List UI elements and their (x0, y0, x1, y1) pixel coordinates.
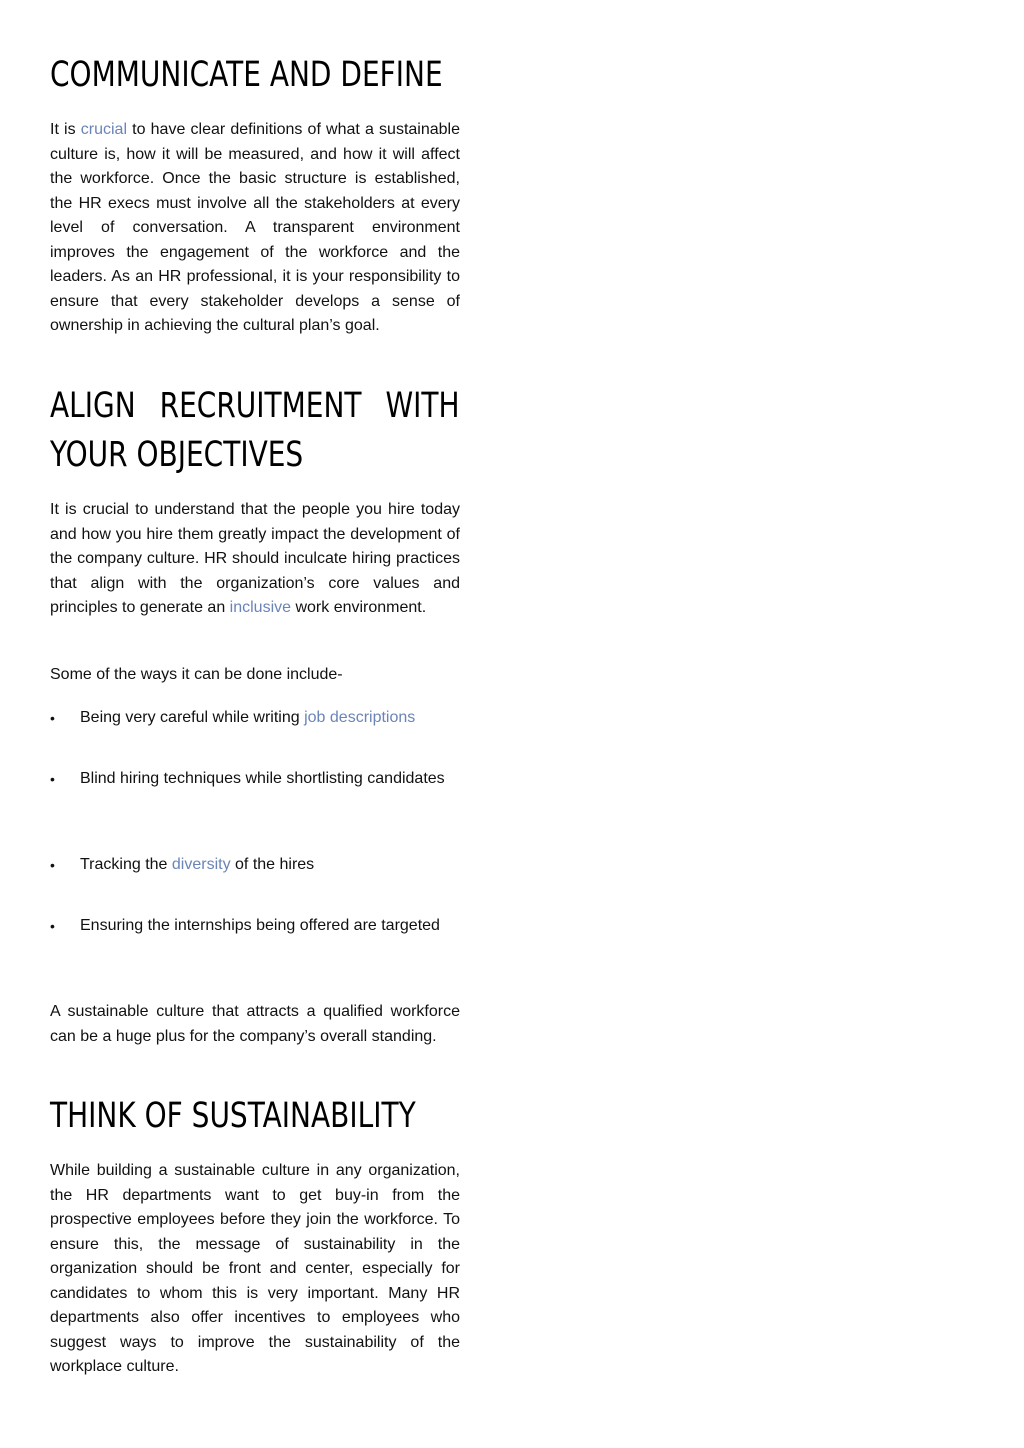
text: Being very careful while writing (80, 709, 305, 726)
paragraph-communicate (50, 118, 460, 339)
text: Ensuring the internships being offered are targeted (80, 917, 440, 934)
heading-line: YOUR OBJECTIVES (50, 435, 304, 475)
text: of the hires (230, 856, 315, 873)
list-item (50, 853, 460, 878)
paragraph-intro: Some of the ways it can be done include- (50, 666, 343, 683)
text: Tracking the (80, 856, 172, 873)
text: It is (50, 121, 81, 138)
paragraph-align (50, 498, 460, 621)
link-inclusive[interactable]: inclusive (229, 599, 292, 616)
list-item (50, 706, 460, 731)
link-diversity[interactable]: diversity (171, 856, 231, 873)
paragraph-sustainability: While building a sustainable culture in any organization, the HR departments want to get buy-in from the prospective employees before they join the workforce. To ensure this, the message of sustainability in the organization should be front and center, especially for candidates to whom this is very important. Many HR departments also offer incentives to employees who suggest ways to improve the sustainability of the workplace culture. (50, 1162, 460, 1375)
heading-communicate-and-define: COMMUNICATE AND DEFINE (50, 55, 443, 95)
heading-think-of-sustainability: THINK OF SUSTAINABILITY (50, 1096, 416, 1136)
heading-align-recruitment (50, 382, 460, 480)
list-item (50, 914, 460, 939)
heading-line: ALIGN RECRUITMENT WITH (50, 386, 460, 426)
text: work environment. (291, 599, 427, 616)
bullet-icon: • (50, 918, 55, 934)
link-crucial[interactable]: crucial (80, 121, 127, 138)
link-job-descriptions[interactable]: job descriptions (304, 709, 416, 726)
paragraph-closing: A sustainable culture that attracts a qualified workforce can be a huge plus for the company’s overall standing. (50, 1003, 460, 1045)
text: Blind hiring techniques while shortlisting candidates (80, 770, 445, 787)
bullet-icon: • (50, 771, 55, 787)
bullet-icon: • (50, 710, 55, 726)
list-item (50, 767, 460, 792)
text: It is crucial to understand that the people you hire today and how you hire them greatly impact the development of the company culture. HR should inculcate hiring practices that align with the organization’s core values and principles to generate an (50, 501, 460, 616)
text: to have clear definitions of what a sustainable culture is, how it will be measured, and how it will affect the workforce. Once the basic structure is established, the HR execs must involve all the stakeholders at every level of conversation. A transparent environment improves the engagement of the workforce and the leaders. As an HR professional, it is your responsibility to ensure that every stakeholder develops a sense of ownership in achieving the cultural plan’s goal. (50, 121, 460, 334)
bullet-icon: • (50, 857, 55, 873)
